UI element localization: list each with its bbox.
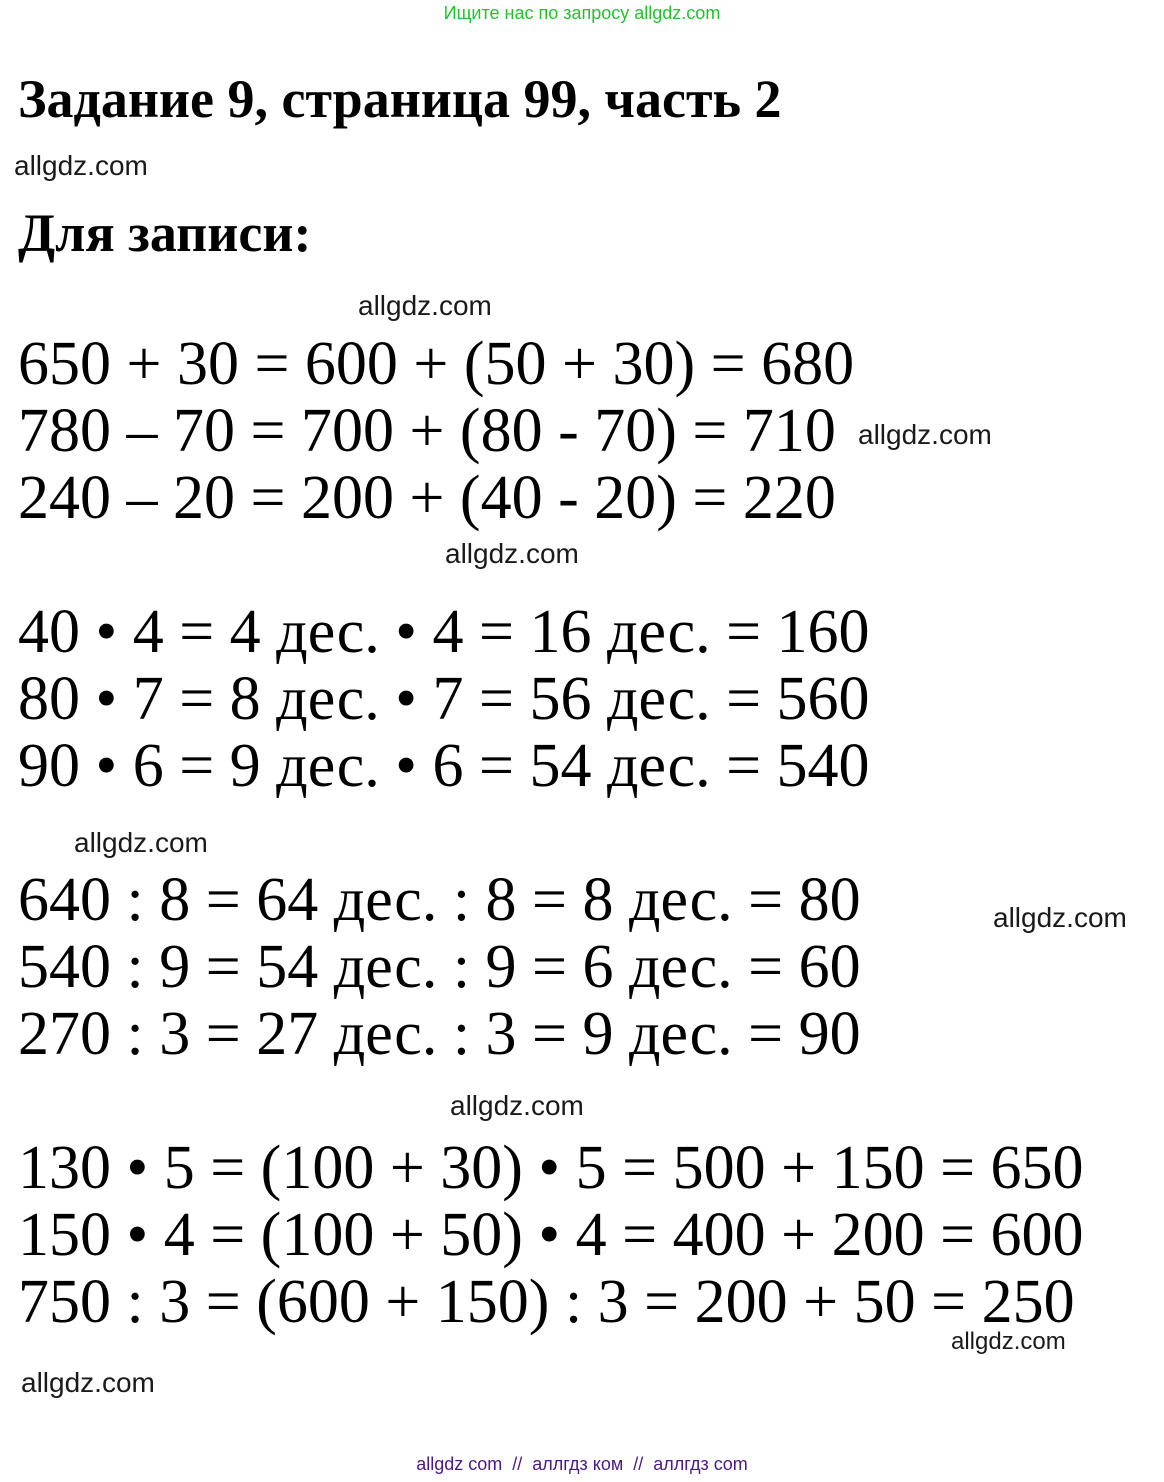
- equation-line: 270 : 3 = 27 дес. : 3 = 9 дес. = 90: [18, 1000, 861, 1068]
- equation-line: 130 • 5 = (100 + 30) • 5 = 500 + 150 = 650: [18, 1134, 1084, 1202]
- page-title: Задание 9, страница 99, часть 2: [18, 69, 782, 129]
- equation-line: 640 : 8 = 64 дес. : 8 = 8 дес. = 80: [18, 866, 861, 934]
- equation-line: 540 : 9 = 54 дес. : 9 = 6 дес. = 60: [18, 933, 861, 1001]
- equation-line: 240 – 20 = 200 + (40 - 20) = 220: [18, 464, 836, 532]
- equation-line: 750 : 3 = (600 + 150) : 3 = 200 + 50 = 250: [18, 1268, 1075, 1336]
- watermark: allgdz.com: [445, 538, 579, 569]
- section-heading: Для записи:: [18, 203, 312, 263]
- watermark: allgdz.com: [14, 150, 148, 181]
- watermark: allgdz.com: [993, 902, 1127, 933]
- watermark: allgdz.com: [358, 290, 492, 321]
- bottom-banner[interactable]: allgdz com // аллгдз ком // аллгдз com: [416, 1454, 748, 1474]
- equation-line: 80 • 7 = 8 дес. • 7 = 56 дес. = 560: [18, 665, 870, 733]
- equation-line: 150 • 4 = (100 + 50) • 4 = 400 + 200 = 600: [18, 1201, 1084, 1269]
- equation-line: 650 + 30 = 600 + (50 + 30) = 680: [18, 330, 855, 398]
- watermark: allgdz.com: [74, 827, 208, 858]
- top-banner[interactable]: Ищите нас по запросу allgdz.com: [443, 3, 721, 23]
- watermark: allgdz.com: [450, 1090, 584, 1121]
- equation-line: 90 • 6 = 9 дес. • 6 = 54 дес. = 540: [18, 732, 870, 800]
- watermark: allgdz.com: [951, 1328, 1066, 1355]
- watermark: allgdz.com: [21, 1367, 155, 1398]
- watermark: allgdz.com: [858, 419, 992, 450]
- equation-line: 780 – 70 = 700 + (80 - 70) = 710: [18, 397, 836, 465]
- equation-line: 40 • 4 = 4 дес. • 4 = 16 дес. = 160: [18, 598, 870, 666]
